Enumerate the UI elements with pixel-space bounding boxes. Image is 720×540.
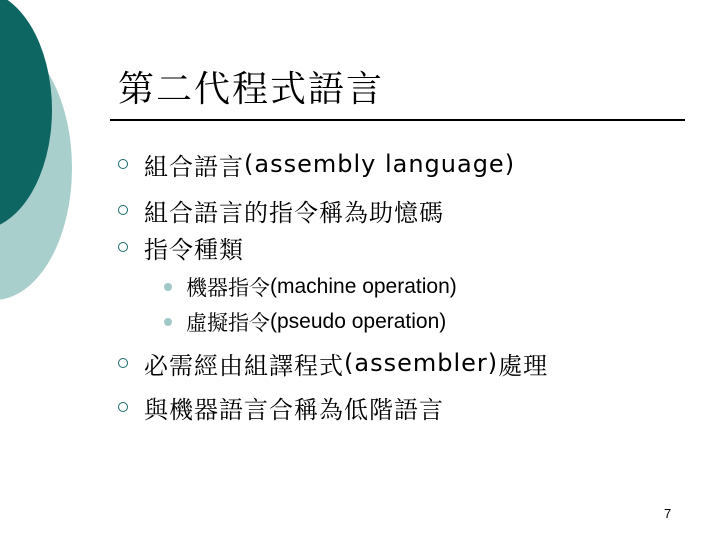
slide-title: 第二代程式語言 — [118, 69, 385, 110]
decorative-circles — [0, 0, 120, 300]
bullet-item-4 — [118, 345, 548, 381]
title-underline — [110, 119, 685, 121]
sub-bullet-text-cjk: 虛擬指令 — [186, 311, 270, 335]
dot-bullet-icon — [164, 318, 172, 326]
circle-bullet-icon — [118, 358, 128, 368]
circle-bullet-icon — [118, 402, 128, 412]
bullet-text-tail: 處理 — [498, 351, 549, 380]
circle-bullet-icon — [118, 205, 128, 215]
sub-bullet-text-latin: (machine operation) — [270, 275, 457, 298]
bullet-text-latin: (assembly language) — [244, 150, 516, 178]
circle-bullet-icon — [118, 242, 128, 252]
bullet-item-3 — [118, 229, 244, 265]
bullet-item-5 — [118, 389, 444, 425]
sub-bullet-text-cjk: 機器指令 — [186, 276, 270, 300]
page-number: 7 — [664, 506, 672, 521]
bullet-text-cjk: 與機器語言合稱為低階語言 — [144, 395, 444, 424]
dot-bullet-icon — [164, 283, 172, 291]
bullet-text-cjk: 指令種類 — [144, 235, 244, 264]
circle-bullet-icon — [118, 159, 128, 169]
sub-bullet-item-2 — [164, 307, 446, 337]
bullet-text-latin: (assembler) — [344, 349, 499, 377]
bullet-text-cjk: 組合語言 — [144, 152, 244, 181]
bullet-item-2 — [118, 192, 444, 228]
sub-bullet-text-latin: (pseudo operation) — [270, 310, 447, 333]
sub-bullet-item-1 — [164, 272, 457, 302]
bullet-text-cjk: 必需經由組譯程式 — [144, 351, 344, 380]
bullet-text-cjk: 組合語言的指令稱為助憶碼 — [144, 198, 444, 227]
bullet-item-1 — [118, 146, 515, 182]
